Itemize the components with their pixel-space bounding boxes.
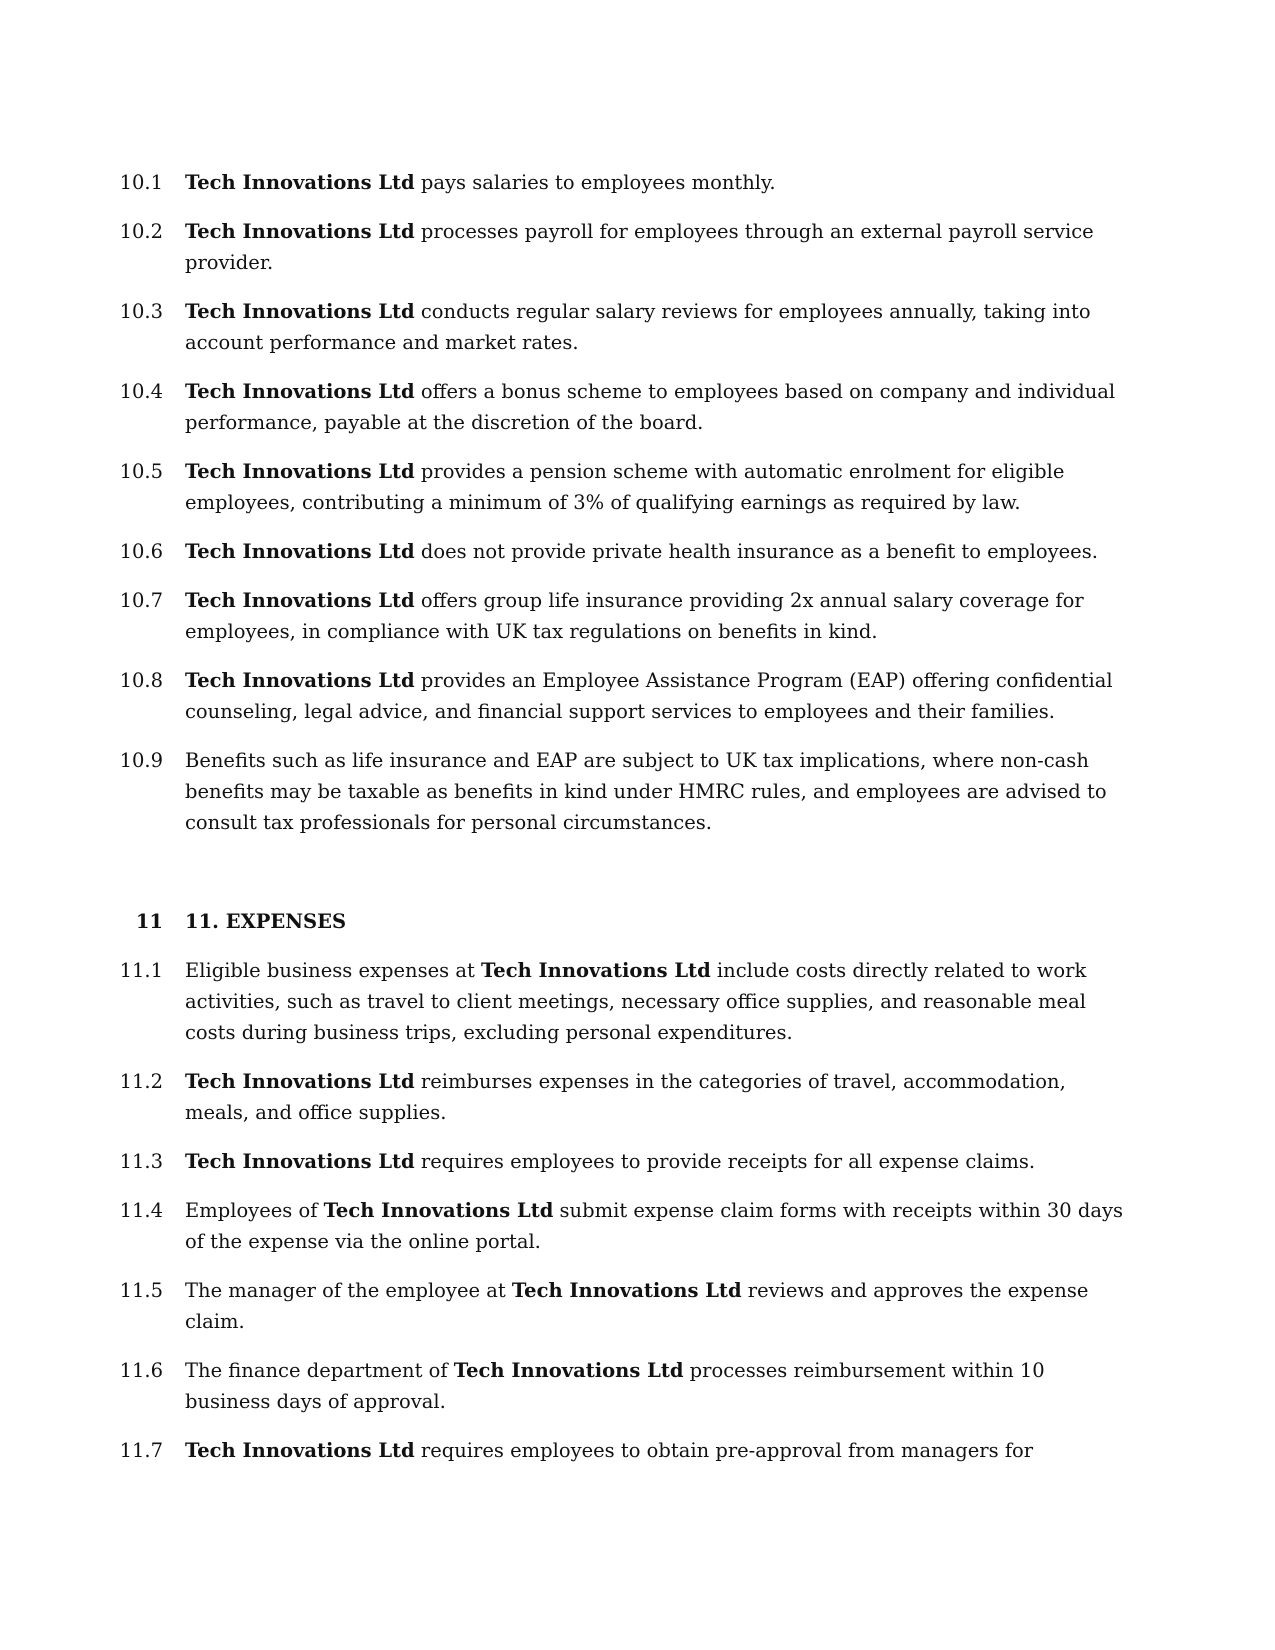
company-name: Tech Innovations Ltd xyxy=(453,1359,684,1382)
clause-text: Benefits such as life insurance and EAP are subject to UK tax implications, where non-cash benefits may be taxable as benefits in kind under HMRC rules, and employees are advised to consult tax professionals for personal circumstances. xyxy=(185,749,1107,834)
clause-number: 11.6 xyxy=(119,1359,163,1382)
clause-text: The manager of the employee at Tech Innovations Ltd reviews and approves the expense claim. xyxy=(185,1279,1089,1333)
clause-number: 10.4 xyxy=(119,380,163,403)
clause-10-2 xyxy=(0,216,1275,278)
clause-text: Tech Innovations Ltd offers a bonus scheme to employees based on company and individual performance, payable at the discretion of the board. xyxy=(185,380,1116,434)
company-name: Tech Innovations Ltd xyxy=(185,1070,415,1093)
clause-10-1 xyxy=(0,167,1275,198)
clause-number: 10.5 xyxy=(119,460,163,483)
company-name: Tech Innovations Ltd xyxy=(185,1150,415,1173)
section-number: 11 xyxy=(135,910,163,933)
company-name: Tech Innovations Ltd xyxy=(185,300,415,323)
clause-list xyxy=(0,167,1275,1484)
company-name: Tech Innovations Ltd xyxy=(323,1199,554,1222)
clause-10-3 xyxy=(0,296,1275,358)
clause-number: 11.3 xyxy=(119,1150,163,1173)
company-name: Tech Innovations Ltd xyxy=(185,460,415,483)
clause-11-3 xyxy=(0,1146,1275,1177)
clause-number: 10.8 xyxy=(119,669,163,692)
clause-number: 11.7 xyxy=(119,1439,163,1462)
clause-10-9 xyxy=(0,745,1275,838)
clause-text: The finance department of Tech Innovations Ltd processes reimbursement within 10 business days of approval. xyxy=(185,1359,1045,1413)
clause-text: Tech Innovations Ltd reimburses expenses in the categories of travel, accommodation, meals, and office supplies. xyxy=(185,1070,1066,1124)
company-name: Tech Innovations Ltd xyxy=(185,171,415,194)
clause-text: Eligible business expenses at Tech Innovations Ltd include costs directly related to work activities, such as travel to client meetings, necessary office supplies, and reasonable meal costs during business trips, excluding personal expenditures. xyxy=(185,959,1087,1044)
company-name: Tech Innovations Ltd xyxy=(185,669,415,692)
clause-text: Employees of Tech Innovations Ltd submit expense claim forms with receipts within 30 days of the expense via the online portal. xyxy=(185,1199,1123,1253)
company-name: Tech Innovations Ltd xyxy=(185,589,415,612)
clause-10-4 xyxy=(0,376,1275,438)
clause-text: Tech Innovations Ltd requires employees to obtain pre-approval from managers for xyxy=(185,1439,1034,1462)
clause-text: Tech Innovations Ltd provides an Employee Assistance Program (EAP) offering confidential counseling, legal advice, and financial support services to employees and their families. xyxy=(185,669,1113,723)
section-spacer xyxy=(0,856,1275,906)
company-name: Tech Innovations Ltd xyxy=(185,380,415,403)
clause-11-4 xyxy=(0,1195,1275,1257)
clause-10-7 xyxy=(0,585,1275,647)
clause-number: 10.3 xyxy=(119,300,163,323)
clause-11-6 xyxy=(0,1355,1275,1417)
clause-11-2 xyxy=(0,1066,1275,1128)
clause-11-5 xyxy=(0,1275,1275,1337)
clause-number: 11.4 xyxy=(119,1199,163,1222)
clause-number: 11.1 xyxy=(119,959,163,982)
company-name: Tech Innovations Ltd xyxy=(511,1279,742,1302)
clause-number: 10.2 xyxy=(119,220,163,243)
clause-number: 11.5 xyxy=(119,1279,163,1302)
company-name: Tech Innovations Ltd xyxy=(481,959,711,982)
clause-number: 10.1 xyxy=(119,171,163,194)
clause-number: 10.6 xyxy=(119,540,163,563)
clause-text: Tech Innovations Ltd offers group life insurance providing 2x annual salary coverage for employees, in compliance with UK tax regulations on benefits in kind. xyxy=(185,589,1084,643)
clause-text: Tech Innovations Ltd processes payroll for employees through an external payroll service provider. xyxy=(185,220,1094,274)
company-name: Tech Innovations Ltd xyxy=(185,1439,415,1462)
clause-text: Tech Innovations Ltd pays salaries to employees monthly. xyxy=(185,171,776,194)
clause-text: Tech Innovations Ltd provides a pension scheme with automatic enrolment for eligible employees, contributing a minimum of 3% of qualifying earnings as required by law. xyxy=(185,460,1065,514)
clause-10-6 xyxy=(0,536,1275,567)
clause-number: 11.2 xyxy=(119,1070,163,1093)
company-name: Tech Innovations Ltd xyxy=(185,540,415,563)
clause-text: Tech Innovations Ltd conducts regular salary reviews for employees annually, taking into account performance and market rates. xyxy=(185,300,1091,354)
company-name: Tech Innovations Ltd xyxy=(185,220,415,243)
clause-text: Tech Innovations Ltd does not provide private health insurance as a benefit to employees. xyxy=(185,540,1098,563)
clause-11-7 xyxy=(0,1435,1275,1466)
clause-11-1 xyxy=(0,955,1275,1048)
clause-number: 10.7 xyxy=(119,589,163,612)
clause-10-5 xyxy=(0,456,1275,518)
clause-number: 10.9 xyxy=(119,749,163,772)
clause-10-8 xyxy=(0,665,1275,727)
section-heading-11 xyxy=(0,906,1275,937)
section-title: 11. EXPENSES xyxy=(185,910,347,933)
clause-text: Tech Innovations Ltd requires employees to provide receipts for all expense claims. xyxy=(185,1150,1036,1173)
